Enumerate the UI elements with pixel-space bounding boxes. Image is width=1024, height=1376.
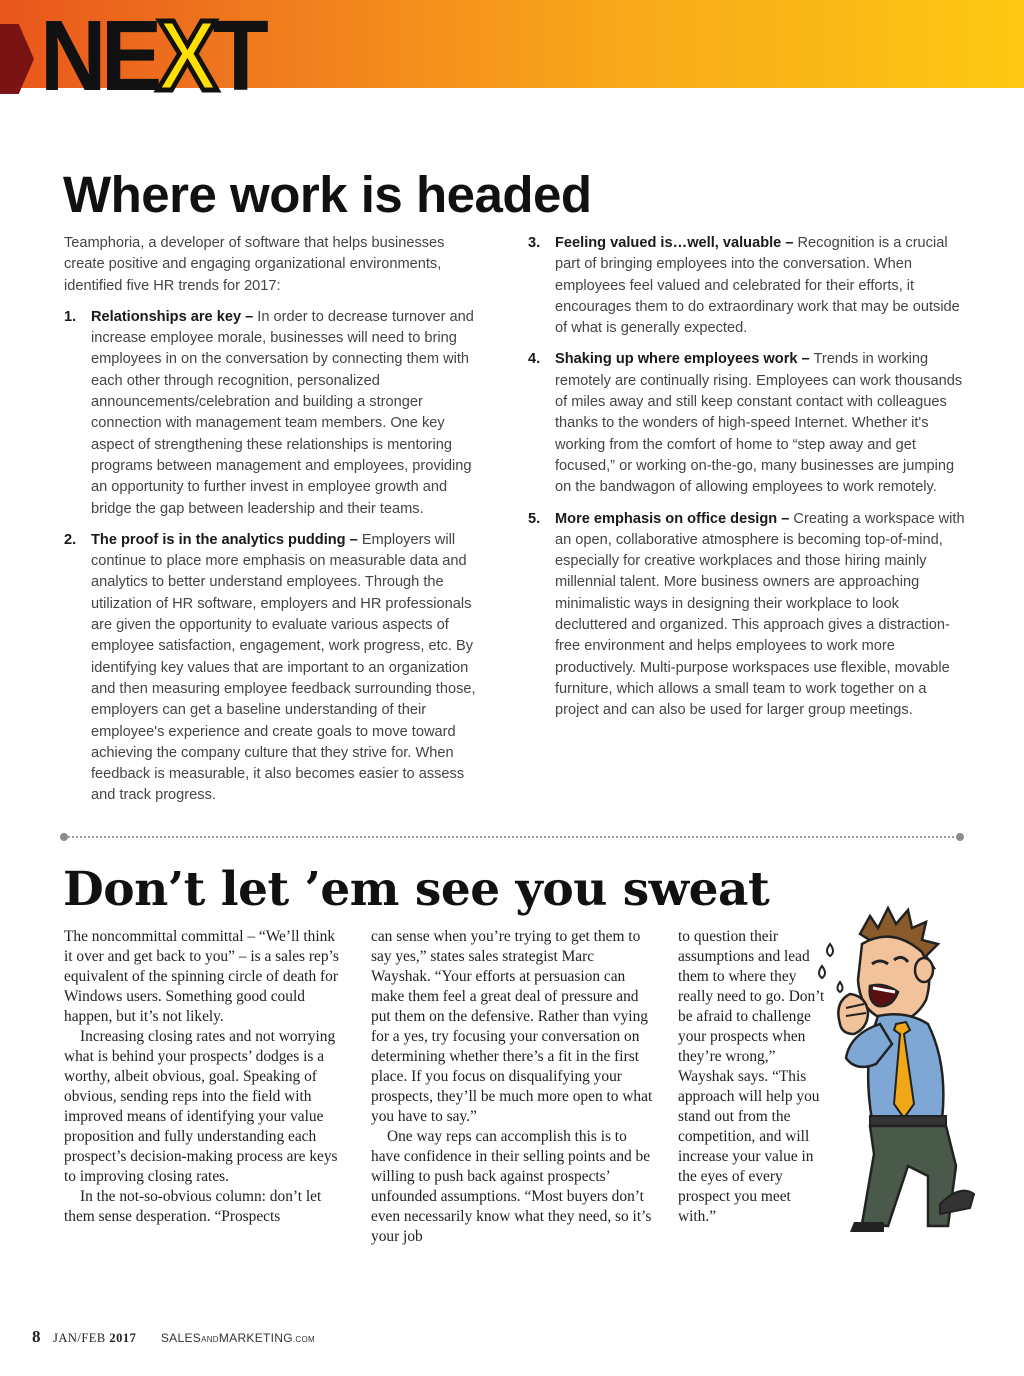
trend-number: 2. — [64, 531, 77, 548]
publication-site — [161, 1331, 315, 1345]
logo-letter: X — [156, 0, 213, 112]
divider-dot-right — [956, 833, 964, 841]
page-footer — [32, 1327, 315, 1347]
site-part-marketing: MARKETING — [218, 1331, 293, 1345]
trend-text: Employers will continue to place more emphasis on measurable data and analytics to better understand employees. Through the utilization of HR software, employers and HR professionals are given the opportunity to evaluate various aspects of employee satisfaction, engagement, work progress, etc. By identifying key values that are important to an organization and then measuring employee feedback surrounding those, employers can get a baseline understanding of their employee's experience and create goals to move toward achieving the company culture that they strive for. When feedback is measurable, it also becomes easier to assess and track progress. — [91, 531, 476, 804]
site-part-sales: SALES — [160, 1331, 202, 1345]
trend-heading: Feeling valued is…well, valuable – — [555, 235, 794, 251]
trend-heading: The proof is in the analytics pudding – — [91, 531, 358, 548]
article2-column-2 — [371, 927, 653, 1247]
article-title-dont-let-em-see-you-sweat: Don’t let ’em see you sweat — [63, 862, 770, 917]
article2-column-1 — [64, 927, 344, 1227]
trend-text: Creating a workspace with an open, collaborative atmosphere is becoming top-of-mind, especially for creative workplaces and those hiring mainly millennial talent. More business owners are approaching minimalistic ways in designing their workplace to look decluttered and organized. This approach gives a distraction-free environment and helps employees to work more productively. Multi-purpose workspaces use flexible, movable furniture, which allows a small team to work together on a project and can also be used for larger group meetings. — [555, 510, 965, 719]
logo-letter: T — [212, 0, 264, 112]
paragraph: can sense when you’re trying to get them to say yes,” states sales strategist Marc Wayshak. “Your efforts at persuasion can make them feel a great deal of pressure and put them on the defensive. Rather than vying for a yes, try focusing your conversation on determining whether there’s a fit in the first place. If you focus on disqualifying your prospects, they’ll be much more open to what you have to say.” — [371, 928, 653, 1125]
trend-item-5 — [528, 509, 966, 722]
article1-column-left — [64, 233, 488, 817]
section-logo-text — [40, 0, 263, 112]
divider-dot-left — [60, 833, 68, 841]
article1-intro: Teamphoria, a developer of software that helps businesses create positive and engaging organizational environments, identified five HR trends for 2017: — [64, 235, 445, 294]
trend-number: 5. — [528, 510, 541, 527]
trend-text: Recognition is a crucial part of bringing employees into the conversation. When employees feel valued and celebrated for their efforts, it encourages them to do extraordinary work that may be outside of what is generally expected. — [555, 235, 960, 337]
logo-letter: N — [40, 0, 101, 112]
paragraph: In the not-so-obvious column: don’t let them sense desperation. “Prospects — [64, 1188, 322, 1225]
trend-item-3 — [528, 233, 966, 339]
trend-heading: Relationships are key – — [91, 308, 254, 325]
trend-text: Trends in working remotely are continually rising. Employees can work thousands of miles away and still keep constant contact with colleagues thanks to the wonders of high-speed Internet. Whether it's working from the comfort of home to “step away and get focused,” or working on-the-go, many businesses are jumping on the bandwagon of allowing employees to work remotely. — [555, 351, 963, 496]
trend-number: 1. — [64, 308, 77, 325]
issue-date — [53, 1331, 136, 1345]
trend-item-2 — [64, 530, 488, 807]
issue-month: JAN/FEB — [52, 1331, 106, 1345]
trend-heading: Shaking up where employees work – — [555, 351, 810, 368]
paragraph: Increasing closing rates and not worrying what is behind your prospects’ dodges is a worthy, albeit obvious, goal. Speaking of obvious, sending reps into the field with improved means of identifying your value proposition and fully understanding each prospect’s decision-making process are keys to improving closing rates. — [64, 1028, 338, 1185]
paragraph: The noncommittal committal – “We’ll think it over and get back to you” – is a sales rep’s equivalent of the spinning circle of death for Windows users. Something good could happen, but it’s not likely. — [64, 928, 339, 1025]
trend-number: 3. — [528, 235, 541, 251]
section-logo — [40, 0, 264, 112]
trend-item-4 — [528, 349, 966, 498]
logo-letter: E — [100, 0, 157, 112]
site-part-com: .COM — [292, 1335, 315, 1344]
site-part-and: AND — [201, 1335, 219, 1344]
trend-text: In order to decrease turnover and increase employee morale, businesses will need to bring employees in on the conversation by connecting them with each other through recognition, personalized announcements/celebration and building a stronger connection with management team members. One key aspect of strengthening these relationships is mentoring programs between management and employees, providing an opportunity to further invest in employee growth and bridge the gap between leadership and their teams. — [91, 308, 474, 517]
article-title-where-work-is-headed: Where work is headed — [63, 166, 592, 223]
paragraph: One way reps can accomplish this is to have confidence in their selling points and be willing to push back against prospects’ unfounded assumptions. “Most buyers don’t even necessarily know what they need, so it’s your job — [371, 1128, 652, 1245]
page-number: 8 — [32, 1327, 41, 1346]
issue-year: 2017 — [109, 1331, 137, 1345]
trend-heading: More emphasis on office design – — [555, 510, 790, 527]
article1-column-right — [528, 233, 966, 732]
trend-number: 4. — [528, 351, 541, 368]
paragraph: to question their assumptions and lead them to where they really need to go. Don’t be afraid to challenge your prospects when they’re wrong,” Wayshak says. “This approach will help you stand out from the competition, and will increase your value in the eyes of every prospect you meet with.” — [678, 928, 825, 1225]
section-divider — [64, 836, 962, 840]
trend-item-1 — [64, 307, 488, 520]
pleading-salesman-illustration — [800, 904, 984, 1234]
